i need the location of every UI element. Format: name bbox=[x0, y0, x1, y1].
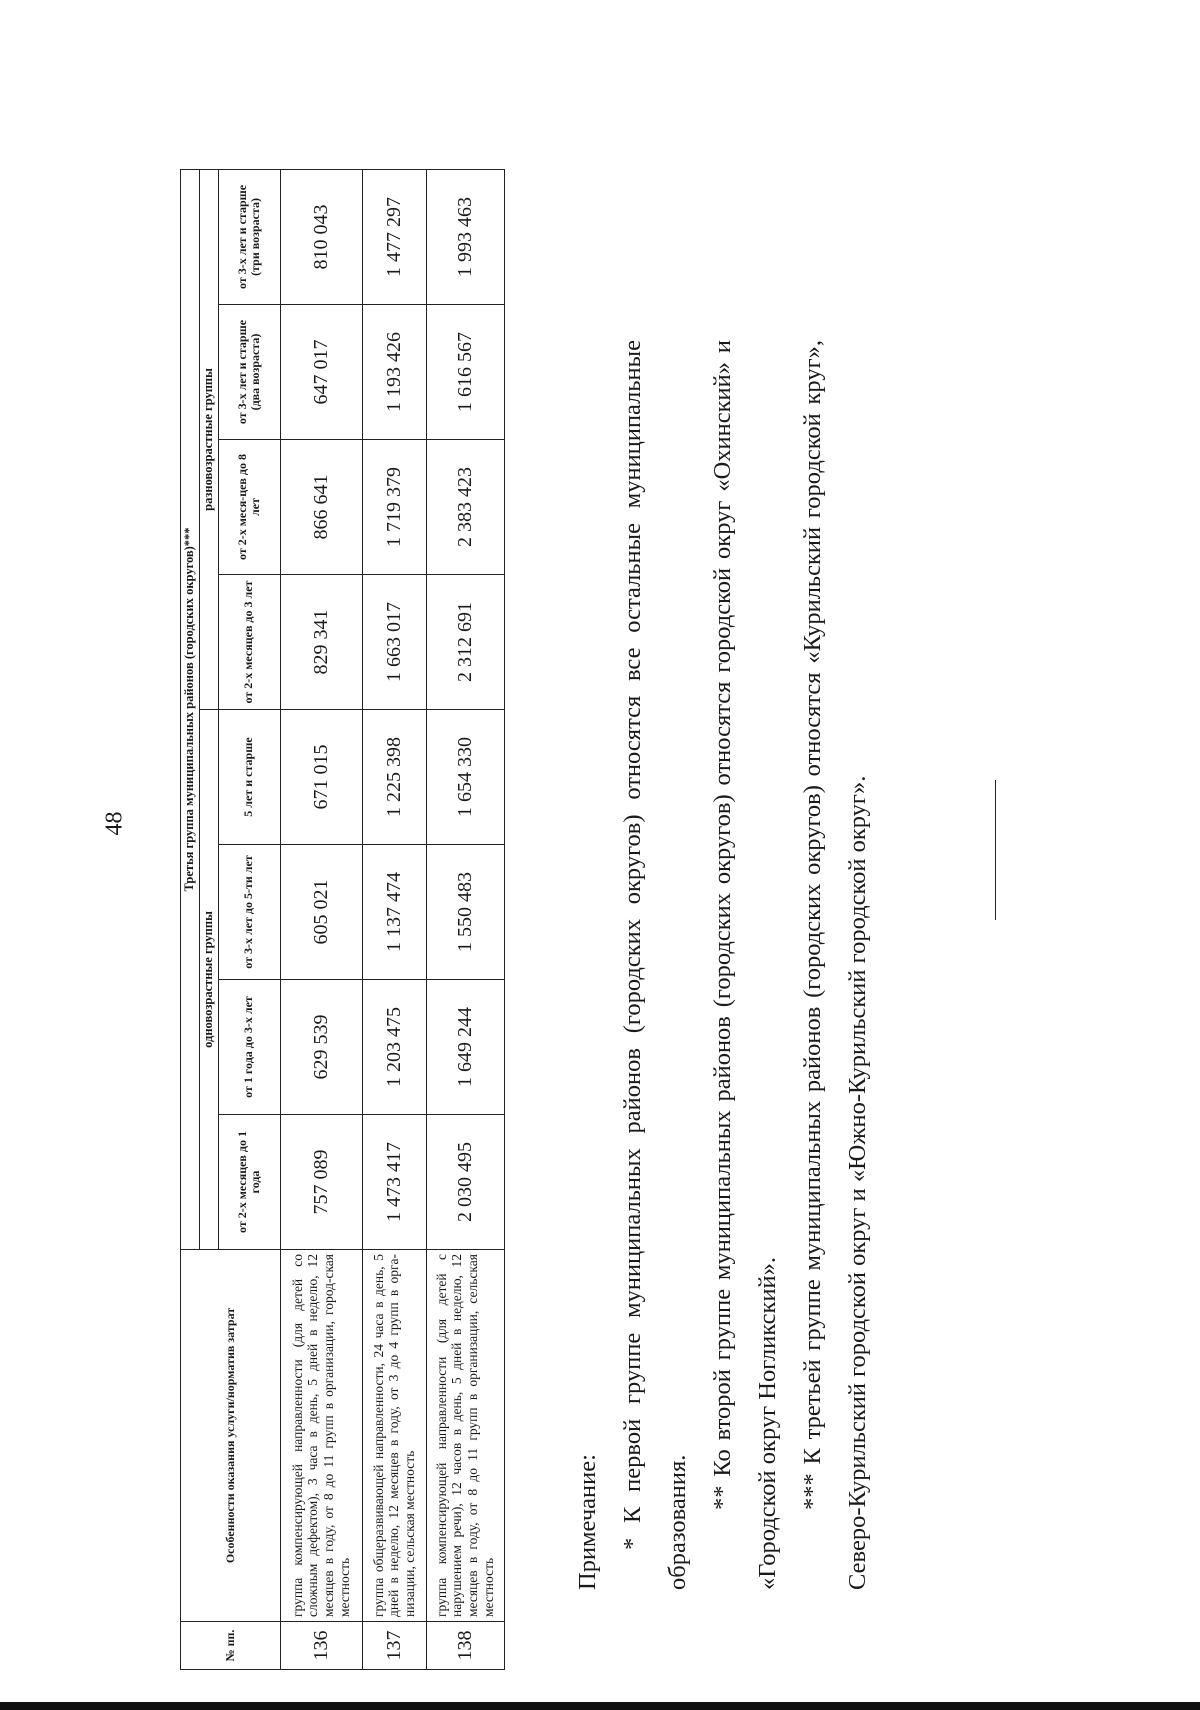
row-value: 2 383 423 bbox=[426, 440, 504, 575]
header-col: 5 лет и старше bbox=[218, 710, 280, 845]
cost-table bbox=[180, 169, 505, 1670]
table-row bbox=[426, 169, 504, 1669]
row-value: 866 641 bbox=[280, 440, 362, 575]
row-desc: группа общеразвивающей направленности, 24 часа в день, 5 дней в неделю, 12 месяцев в году, от 3 до 4 групп в орга-низации, сельская местность bbox=[362, 1250, 426, 1622]
row-value: 2 312 691 bbox=[426, 575, 504, 710]
header-mixed-age: разновозрастные группы bbox=[199, 169, 218, 709]
header-num: № пп. bbox=[181, 1622, 281, 1670]
row-desc: группа компенсирующей направленности (для детей с нарушением речи), 12 часов в день, 5 дней в неделю, 12 месяцев в году, от 8 до 11 групп в организации, сельская местность bbox=[426, 1250, 504, 1622]
row-value: 605 021 bbox=[280, 845, 362, 980]
row-value: 1 193 426 bbox=[362, 305, 426, 440]
row-value: 671 015 bbox=[280, 710, 362, 845]
row-value: 2 030 495 bbox=[426, 1115, 504, 1250]
header-col: от 1 года до 3-х лет bbox=[218, 980, 280, 1115]
header-col: от 2-х меся-цев до 8 лет bbox=[218, 440, 280, 575]
row-value: 1 137 474 bbox=[362, 845, 426, 980]
row-num: 137 bbox=[362, 1622, 426, 1670]
row-num: 136 bbox=[280, 1622, 362, 1670]
header-desc: Особенности оказания услуги/норматив затрат bbox=[181, 1250, 281, 1622]
note-1: * К первой группе муниципальных районов (городских округов) относятся все остальные муниципальные образования. bbox=[619, 340, 691, 1590]
row-value: 1 473 417 bbox=[362, 1115, 426, 1250]
row-value: 1 649 244 bbox=[426, 980, 504, 1115]
row-value: 1 477 297 bbox=[362, 169, 426, 304]
row-value: 810 043 bbox=[280, 169, 362, 304]
header-group: Третья группа муниципальных районов (городских округов)*** bbox=[181, 169, 200, 1249]
table-row bbox=[362, 169, 426, 1669]
header-col: от 2-х месяцев до 3 лет bbox=[218, 575, 280, 710]
row-value: 1 203 475 bbox=[362, 980, 426, 1115]
row-value: 647 017 bbox=[280, 305, 362, 440]
row-value: 1 225 398 bbox=[362, 710, 426, 845]
scan-edge-bar bbox=[0, 1702, 1200, 1710]
row-value: 1 550 483 bbox=[426, 845, 504, 980]
row-value: 1 663 017 bbox=[362, 575, 426, 710]
row-value: 629 539 bbox=[280, 980, 362, 1115]
table-row bbox=[280, 169, 362, 1669]
row-value: 1 616 567 bbox=[426, 305, 504, 440]
note-3: *** К третьей группе муниципальных районов (городских округов) относятся «Курильский городской круг», Северо-Курильский городской округ и «Южно-Курильский городской округ». bbox=[799, 340, 871, 1590]
header-col: от 2-х месяцев до 1 года bbox=[218, 1115, 280, 1250]
row-value: 1 993 463 bbox=[426, 169, 504, 304]
note-2: ** Ко второй группе муниципальных районов (городских округов) относятся городской округ «Охинский» и «Городской округ Ногликский». bbox=[709, 340, 781, 1590]
row-desc: группа компенсирующей направленности (для детей со сложным дефектом), 3 часа в день, 5 дней в неделю, 12 месяцев в году, от 8 до 11 групп в организации, город-ская местность bbox=[280, 1250, 362, 1622]
notes-title: Примечание: bbox=[574, 1454, 601, 1590]
closing-rule bbox=[995, 780, 996, 920]
row-value: 1 719 379 bbox=[362, 440, 426, 575]
page-number: 48 bbox=[101, 811, 128, 836]
notes-section bbox=[565, 340, 880, 1590]
header-col: от 3-х лет до 5-ти лет bbox=[218, 845, 280, 980]
header-single-age: одновозрастные группы bbox=[199, 710, 218, 1250]
header-col: от 3-х лет и старше (три возраста) bbox=[218, 169, 280, 304]
row-value: 829 341 bbox=[280, 575, 362, 710]
row-value: 1 654 330 bbox=[426, 710, 504, 845]
header-col: от 3-х лет и старше (два возраста) bbox=[218, 305, 280, 440]
row-value: 757 089 bbox=[280, 1115, 362, 1250]
row-num: 138 bbox=[426, 1622, 504, 1670]
